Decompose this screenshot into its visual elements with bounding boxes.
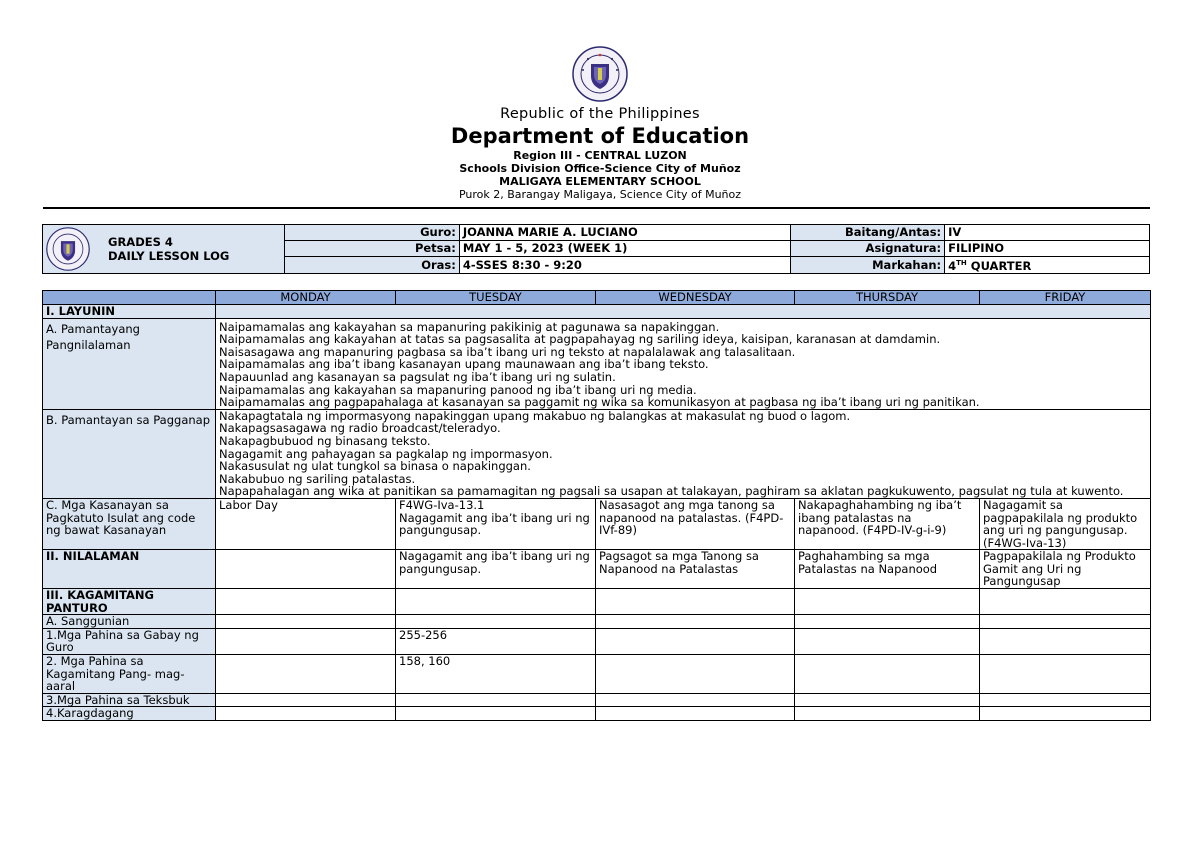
kagamitan-label: III. KAGAMITANG PANTURO: [43, 589, 216, 615]
markahan-label: Markahan:: [790, 257, 945, 274]
kasanayan-tuesday: F4WG-Iva-13.1 Nagagamit ang iba’t ibang uri ng pangungusap.: [396, 498, 596, 549]
corner-cell: [43, 291, 216, 305]
section-layunin: I. LAYUNIN: [43, 305, 216, 319]
kasanayan-label: C. Mga Kasanayan sa Pagkatuto Isulat ang code ng bawat Kasanayan: [43, 498, 216, 549]
kasanayan-thursday: Nakapaghahambing ng iba’t ibang patalastas na napanood. (F4PD-IV-g-i-9): [795, 498, 980, 549]
republic-line: Republic of the Philippines: [500, 106, 700, 122]
standard-line: Naipamamalas ang kakayahan sa mapanuring pakikinig at pagunawa sa napakinggan.: [219, 319, 720, 334]
day-header: FRIDAY: [980, 291, 1151, 305]
kagamitang-thursday: [795, 655, 980, 694]
kagamitang-monday: [216, 655, 396, 694]
baitang-value: IV: [945, 225, 1150, 241]
standard-line: Naipamamalas ang iba’t ibang kasanayan upang maunawaan ang iba’t ibang teksto.: [219, 357, 709, 372]
log-title-cell: [43, 225, 285, 274]
performance-line: Nakasusulat ng ulat tungkol sa binasa o napakinggan.: [219, 459, 531, 474]
asignatura-value: FILIPINO: [945, 241, 1150, 257]
karagdagang-label: 4.Karagdagang: [43, 707, 216, 721]
kagamitang-wednesday: [596, 655, 795, 694]
nilalaman-label: II. NILALAMAN: [43, 550, 216, 589]
teksbuk-label: 3.Mga Pahina sa Teksbuk: [43, 693, 216, 707]
kagamitang-tuesday: 158, 160: [396, 655, 596, 694]
performance-line: Napapahalagan ang wika at panitikan sa pamamagitan ng pagsali sa usapan at talakayan, paghiram sa aklatan pagkukuwento, pagsulat ng tula at kuwento.: [219, 484, 1124, 499]
standard-line: Naipamamalas ang kakayahan sa mapanuring panood ng iba’t ibang uri ng media.: [219, 382, 697, 397]
nilalaman-wednesday: Pagsagot sa mga Tanong sa Napanood na Patalastas: [596, 550, 795, 589]
kagamitang-label: 2. Mga Pahina sa Kagamitang Pang- mag-aaral: [43, 655, 216, 694]
kasanayan-friday: Nagagamit sa pagpapakilala ng produkto ang uri ng pangungusap. (F4WG-Iva-13): [980, 498, 1151, 549]
department-title: Department of Education: [450, 124, 750, 148]
header-divider: [43, 207, 1150, 209]
pagganap-label: B. Pamantayan sa Pagganap: [43, 409, 216, 498]
standard-line: Naipamamalas ang kakayahan at tatas sa pagsasalita at pagpapahayag ng sariling ideya, kaisipan, karanasan at damdamin.: [219, 332, 941, 347]
pamantayang-content: [216, 318, 1151, 409]
performance-line: Nakapagtatala ng impormasyong napakinggan upang makabuo ng balangkas at makasulat ng buod o lagom.: [219, 408, 851, 423]
asignatura-label: Asignatura:: [790, 241, 945, 257]
performance-line: Nagagamit ang pahayagan sa pagkalap ng impormasyon.: [219, 446, 553, 461]
gabay-friday: [980, 628, 1151, 654]
day-header: WEDNESDAY: [596, 291, 795, 305]
letterhead: [0, 46, 1200, 201]
school-name: MALIGAYA ELEMENTARY SCHOOL: [499, 175, 701, 188]
day-header-row: [43, 291, 1151, 305]
performance-line: Nakapagbubuod ng binasang teksto.: [219, 433, 431, 448]
guro-label: Guro:: [284, 225, 459, 241]
gabay-thursday: [795, 628, 980, 654]
log-title: DAILY LESSON LOG: [108, 249, 230, 263]
region-line: Region III - CENTRAL LUZON: [513, 149, 687, 162]
oras-label: Oras:: [284, 257, 459, 274]
nilalaman-thursday: Paghahambing sa mga Patalastas na Napanood: [795, 550, 980, 589]
gabay-label: 1.Mga Pahina sa Gabay ng Guro: [43, 628, 216, 654]
deped-seal-icon: [572, 46, 628, 102]
division-line: Schools Division Office-Science City of Muñoz: [459, 162, 741, 175]
standard-line: Napauunlad ang kasanayan sa pagsulat ng iba’t ibang uri ng sulatin.: [219, 369, 616, 384]
gabay-tuesday: 255-256: [396, 628, 596, 654]
standard-line: Naisasagawa ang mapanuring pagbasa sa iba’t ibang uri ng teksto at napalalawak ang talasalitaan.: [219, 344, 796, 359]
standard-line: Naipamamalas ang pagpapahalaga at kasanayan sa paggamit ng wika sa komunikasyon at pagbasa ng iba’t ibang uri ng panitikan.: [219, 395, 980, 410]
lesson-info-table: [42, 224, 1150, 274]
nilalaman-friday: Pagpapakilala ng Produkto Gamit ang Uri ng Pangungusap: [980, 550, 1151, 589]
sanggunian-label: A. Sanggunian: [43, 615, 216, 629]
kasanayan-monday: Labor Day: [216, 498, 396, 549]
day-header: MONDAY: [216, 291, 396, 305]
markahan-value: 4TH QUARTER: [945, 257, 1150, 274]
petsa-label: Petsa:: [284, 241, 459, 257]
nilalaman-tuesday: Nagagamit ang iba’t ibang uri ng pangungusap.: [396, 550, 596, 589]
pagganap-content: [216, 409, 1151, 498]
nilalaman-monday: [216, 550, 396, 589]
daily-lesson-table: [42, 290, 1151, 721]
performance-line: Nakapagsasagawa ng radio broadcast/teleradyo.: [219, 421, 501, 436]
pamantayang-label: A. Pamantayang Pangnilalaman: [43, 318, 216, 409]
performance-line: Nakabubuo ng sariling patalastas.: [219, 471, 416, 486]
deped-seal-small-icon: [46, 227, 90, 271]
guro-value: JOANNA MARIE A. LUCIANO: [459, 225, 790, 241]
day-header: THURSDAY: [795, 291, 980, 305]
school-address: Purok 2, Barangay Maligaya, Science City of Muñoz: [458, 188, 742, 201]
day-header: TUESDAY: [396, 291, 596, 305]
gabay-monday: [216, 628, 396, 654]
grade-label: GRADES 4: [108, 235, 173, 249]
baitang-label: Baitang/Antas:: [790, 225, 945, 241]
kasanayan-wednesday: Nasasagot ang mga tanong sa napanood na patalastas. (F4PD-IVf-89): [596, 498, 795, 549]
kagamitang-friday: [980, 655, 1151, 694]
gabay-wednesday: [596, 628, 795, 654]
petsa-value: MAY 1 - 5, 2023 (WEEK 1): [459, 241, 790, 257]
oras-value: 4-SSES 8:30 - 9:20: [459, 257, 790, 274]
